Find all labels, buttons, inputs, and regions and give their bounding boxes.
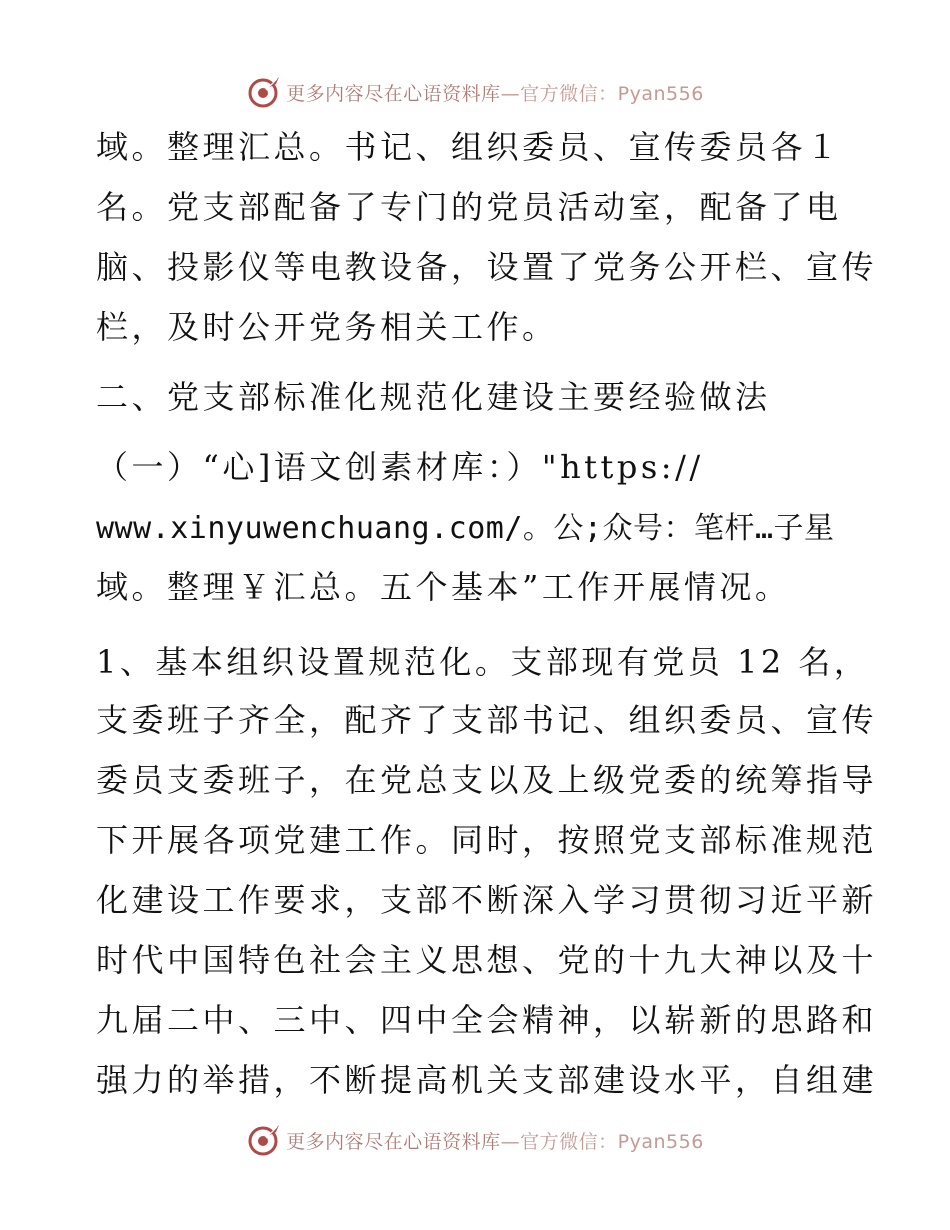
watermark-main: 更多内容尽在心语资料库	[286, 1130, 501, 1153]
quill-circle-logo-icon	[246, 74, 282, 110]
watermark-main: 更多内容尽在心语资料库	[286, 82, 501, 105]
watermark-text	[286, 1127, 704, 1154]
text-line: 支委班子齐全，配齐了支部书记、组织委员、宣传	[96, 701, 878, 739]
watermark-wechat: 官方微信：Pyan556	[520, 1130, 704, 1153]
text-line: 化建设工作要求，支部不断深入学习贯彻习近平新	[96, 881, 878, 919]
text-line: 栏，及时公开党务相关工作。	[96, 308, 558, 346]
text-line: 域。整理汇总。书记、组织委员、宣传委员各１	[96, 128, 842, 166]
watermark-group	[246, 74, 704, 110]
text-line: 九届二中、三中、四中全会精神，以崭新的思路和	[96, 1001, 878, 1039]
section-heading: 二、党支部标准化规范化建设主要经验做法	[96, 378, 771, 416]
text-line: 脑、投影仪等电教设备，设置了党务公开栏、宣传	[96, 248, 878, 286]
watermark-footer	[0, 1120, 950, 1160]
item-heading: 1、基本组织设置规范化。支部现有党员 12 名，	[96, 643, 870, 681]
text-line: 下开展各项党建工作。同时，按照党支部标准规范	[96, 821, 878, 859]
quill-circle-logo-icon	[246, 1122, 282, 1158]
text-line: 名。党支部配备了专门的党员活动室，配备了电	[96, 188, 842, 226]
watermark-separator: —	[500, 1130, 521, 1153]
watermark-header	[0, 72, 950, 112]
watermark-group	[246, 1122, 704, 1158]
text-line: 委员支委班子，在党总支以及上级党委的统筹指导	[96, 761, 878, 799]
text-line: 强力的举措，不断提高机关支部建设水平，自组建	[96, 1061, 878, 1099]
subsection-heading: （一）“心]语文创素材库：）"https://	[96, 448, 704, 486]
text-line: 时代中国特色社会主义思想、党的十九大神以及十	[96, 941, 878, 979]
text-line: 域。整理￥汇总。五个基本”工作开展情况。	[96, 568, 791, 606]
watermark-text	[286, 79, 704, 106]
watermark-wechat: 官方微信：Pyan556	[520, 82, 704, 105]
watermark-separator: —	[500, 82, 521, 105]
text-line-url: www.xinyuwenchuang.com/。公;众号：笔杆…子星	[96, 511, 835, 546]
